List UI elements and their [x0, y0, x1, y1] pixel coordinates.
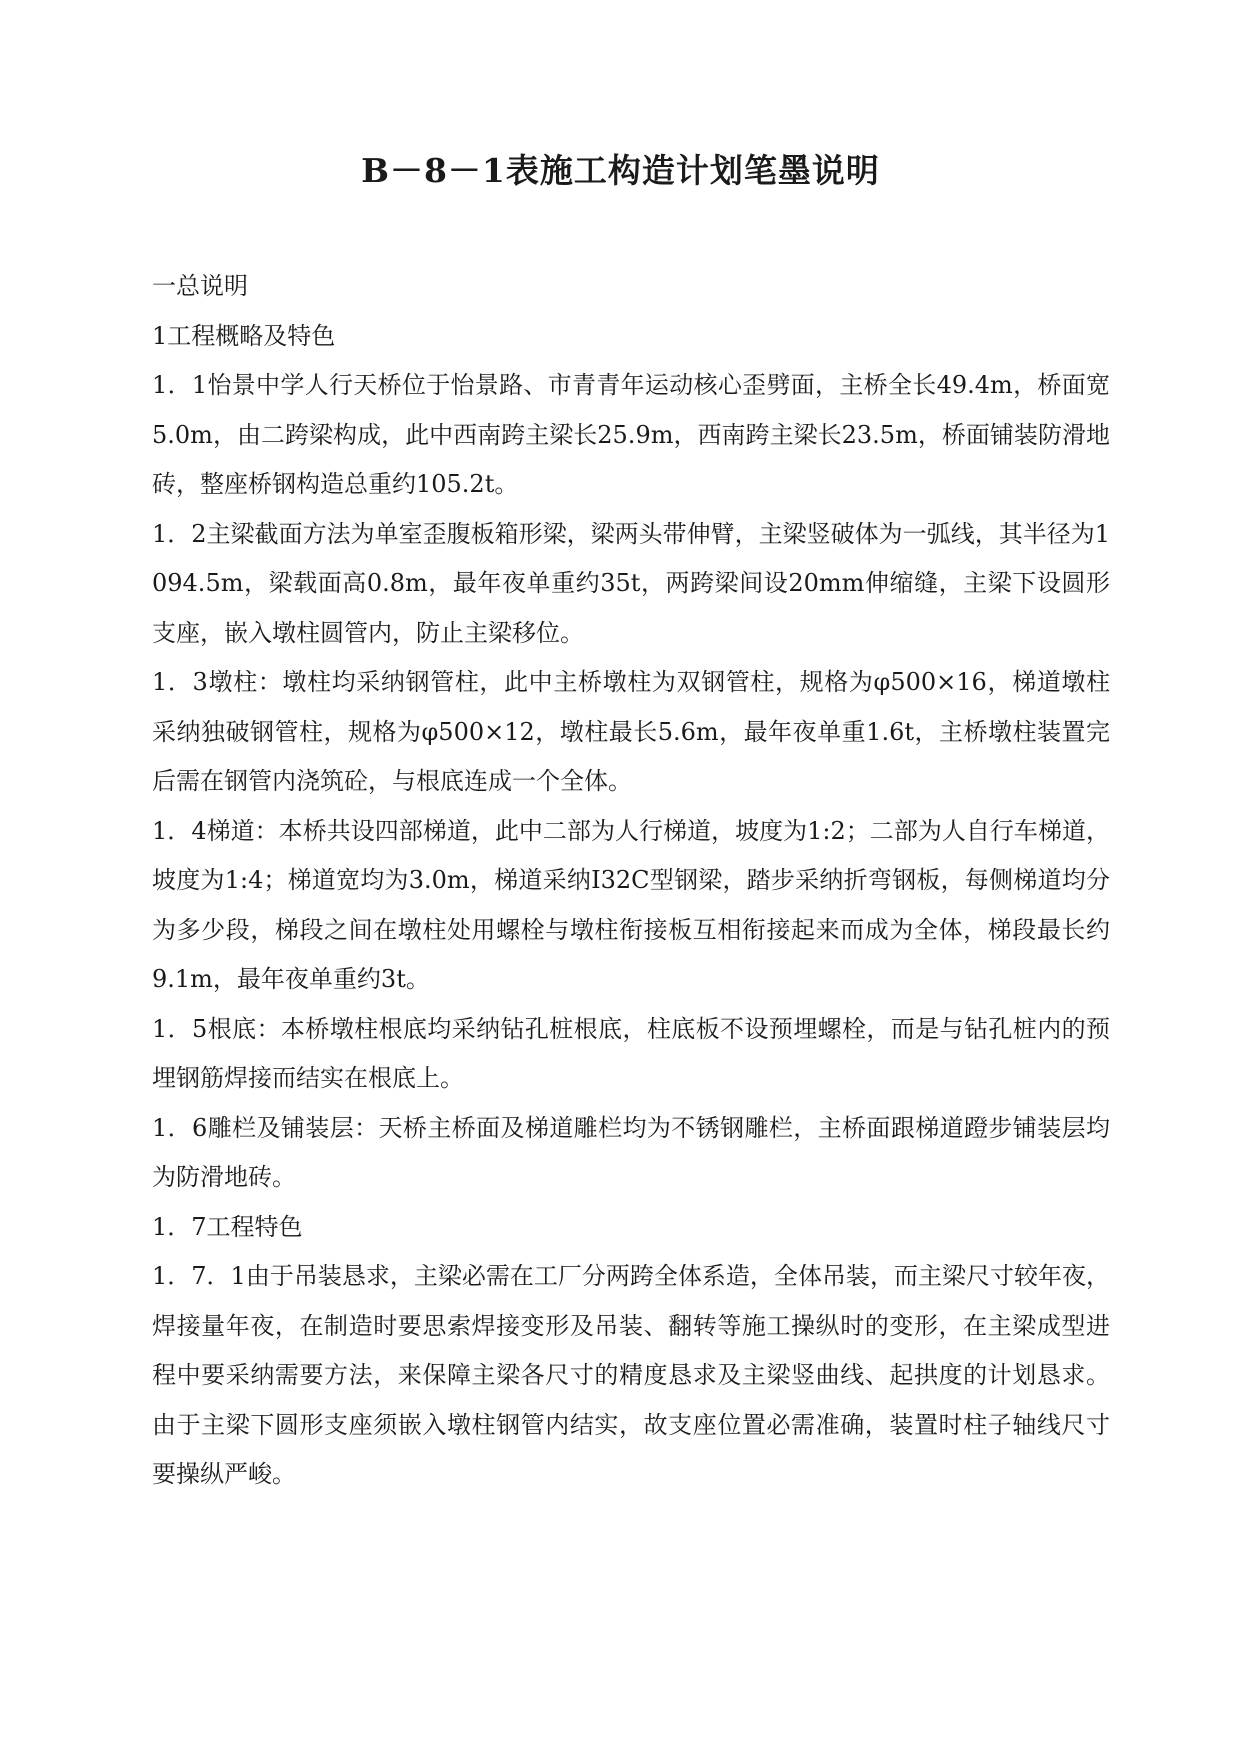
paragraph-1-5: 1．5根底：本桥墩柱根底均采纳钻孔桩根底，柱底板不设预埋螺栓，而是与钻孔桩内的预埋钢筋焊接而结实在根底上。 — [152, 1014, 1110, 1092]
paragraph-1-4: 1．4梯道：本桥共设四部梯道，此中二部为人行梯道，坡度为1:2；二部为人自行车梯道，坡度为1:4；梯道宽均为3.0m，梯道采纳I32C型钢梁，踏步采纳折弯钢板，每侧梯道均分为多少段，梯段之间在墩柱处用螺栓与墩柱衔接板互相衔接起来而成为全体，梯段最长约9.1m，最年夜单重约3t。 — [152, 816, 1110, 993]
document-title: B－8－1表施工构造计划笔墨说明 — [361, 151, 880, 190]
paragraph-1-7-heading: 1．7工程特色 — [152, 1212, 303, 1241]
paragraph-1-3: 1．3墩柱：墩柱均采纳钢管柱，此中主桥墩柱为双钢管柱，规格为φ500×16，梯道墩柱采纳独破钢管柱，规格为φ500×12，墩柱最长5.6m，最年夜单重1.6t，主桥墩柱装置完后需在钢管内浇筑砼，与根底连成一个全体。 — [152, 668, 1110, 795]
paragraph-1-6: 1．6雕栏及铺装层：天桥主桥面及梯道雕栏均为不锈钢雕栏，主桥面跟梯道蹬步铺装层均为防滑地砖。 — [152, 1113, 1110, 1191]
section-heading: 一总说明 — [152, 272, 248, 300]
paragraph-1-7-1: 1．7．1由于吊装恳求，主梁必需在工厂分两跨全体系造，全体吊装，而主梁尺寸较年夜，焊接量年夜，在制造时要思索焊接变形及吊装、翻转等施工操纵时的变形，在主梁成型进程中要采纳需要方法，来保障主梁各尺寸的精度恳求及主梁竖曲线、起拱度的计划恳求。由于主梁下圆形支座须嵌入墩柱钢管内结实，故支座位置必需准确，装置时柱子轴线尺寸要操纵严峻。 — [152, 1262, 1110, 1488]
paragraph-1-2: 1．2主梁截面方法为单室歪腹板箱形梁，梁两头带伸臂，主梁竖破体为一弧线，其半径为1094.5m，梁载面高0.8m，最年夜单重约35t，两跨梁间设20mm伸缩缝，主梁下设圆形支座，嵌入墩柱圆管内，防止主梁移位。 — [152, 519, 1110, 647]
subsection-heading: 1工程概略及特色 — [152, 321, 336, 350]
document-body — [152, 262, 1110, 1500]
paragraph-1-1: 1．1怡景中学人行天桥位于怡景路、市青青年运动核心歪劈面，主桥全长49.4m，桥面宽5.0m，由二跨梁构成，此中西南跨主梁长25.9m，西南跨主梁长23.5m，桥面铺装防滑地砖，整座桥钢构造总重约105.2t。 — [152, 371, 1110, 498]
